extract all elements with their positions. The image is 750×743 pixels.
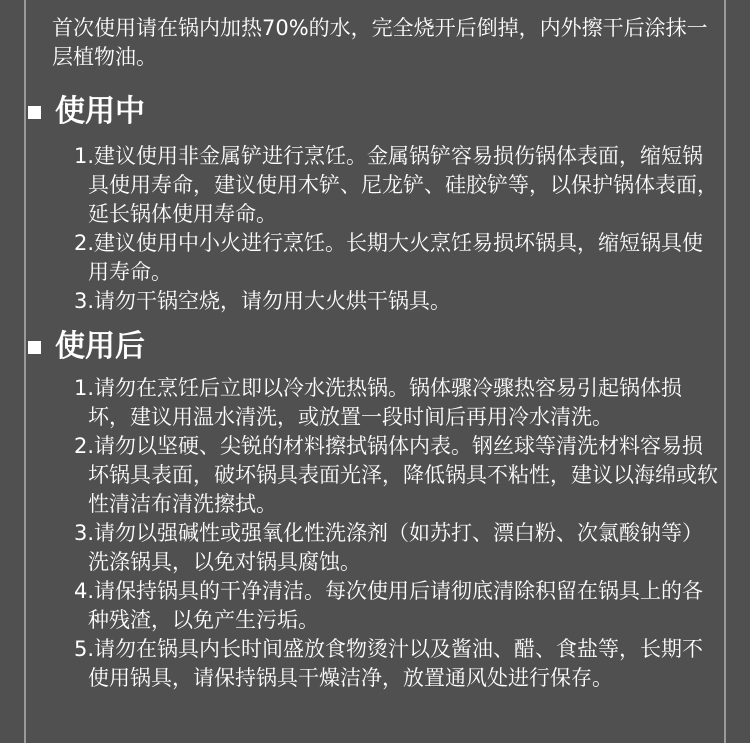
list-item: 3.请勿干锅空烧，请勿用大火烘干锅具。	[74, 289, 452, 313]
after-use-list	[74, 374, 718, 693]
section-title-after-use: 使用后	[28, 329, 145, 365]
during-use-list	[74, 142, 718, 316]
list-item: 2.请勿以坚硬、尖锐的材料擦拭锅体内表。钢丝球等清洗材料容易损坏锅具表面，破坏锅具表面光泽，降低锅具不粘性，建议以海绵或软性清洁布清洗擦拭。	[74, 434, 718, 516]
intro-paragraph: 首次使用请在锅内加热70%的水，完全烧开后倒掉，内外擦干后涂抹一层植物油。	[52, 16, 708, 69]
list-item: 1.建议使用非金属铲进行烹饪。金属锅铲容易损伤锅体表面，缩短锅具使用寿命，建议使用木铲、尼龙铲、硅胶铲等，以保护锅体表面，延长锅体使用寿命。	[74, 144, 718, 226]
list-item: 1.请勿在烹饪后立即以冷水洗热锅。锅体骤冷骤热容易引起锅体损坏，建议用温水清洗，或放置一段时间后再用冷水清洗。	[74, 376, 683, 429]
list-item: 4.请保持锅具的干净清洁。每次使用后请彻底清除积留在锅具上的各种残渣，以免产生污垢。	[74, 579, 704, 632]
section-title-during-use: 使用中	[28, 94, 145, 130]
list-item: 2.建议使用中小火进行烹饪。长期大火烹饪易损坏锅具，缩短锅具使用寿命。	[74, 231, 704, 284]
list-item: 3.请勿以强碱性或强氧化性洗涤剂（如苏打、漂白粉、次氯酸钠等）洗涤锅具，以免对锅具腐蚀。	[74, 521, 704, 574]
square-bullet-icon	[28, 341, 41, 354]
list-item: 5.请勿在锅具内长时间盛放食物烫汁以及酱油、醋、食盐等，长期不使用锅具，请保持锅具干燥洁净，放置通风处进行保存。	[74, 637, 704, 690]
square-bullet-icon	[28, 106, 41, 119]
